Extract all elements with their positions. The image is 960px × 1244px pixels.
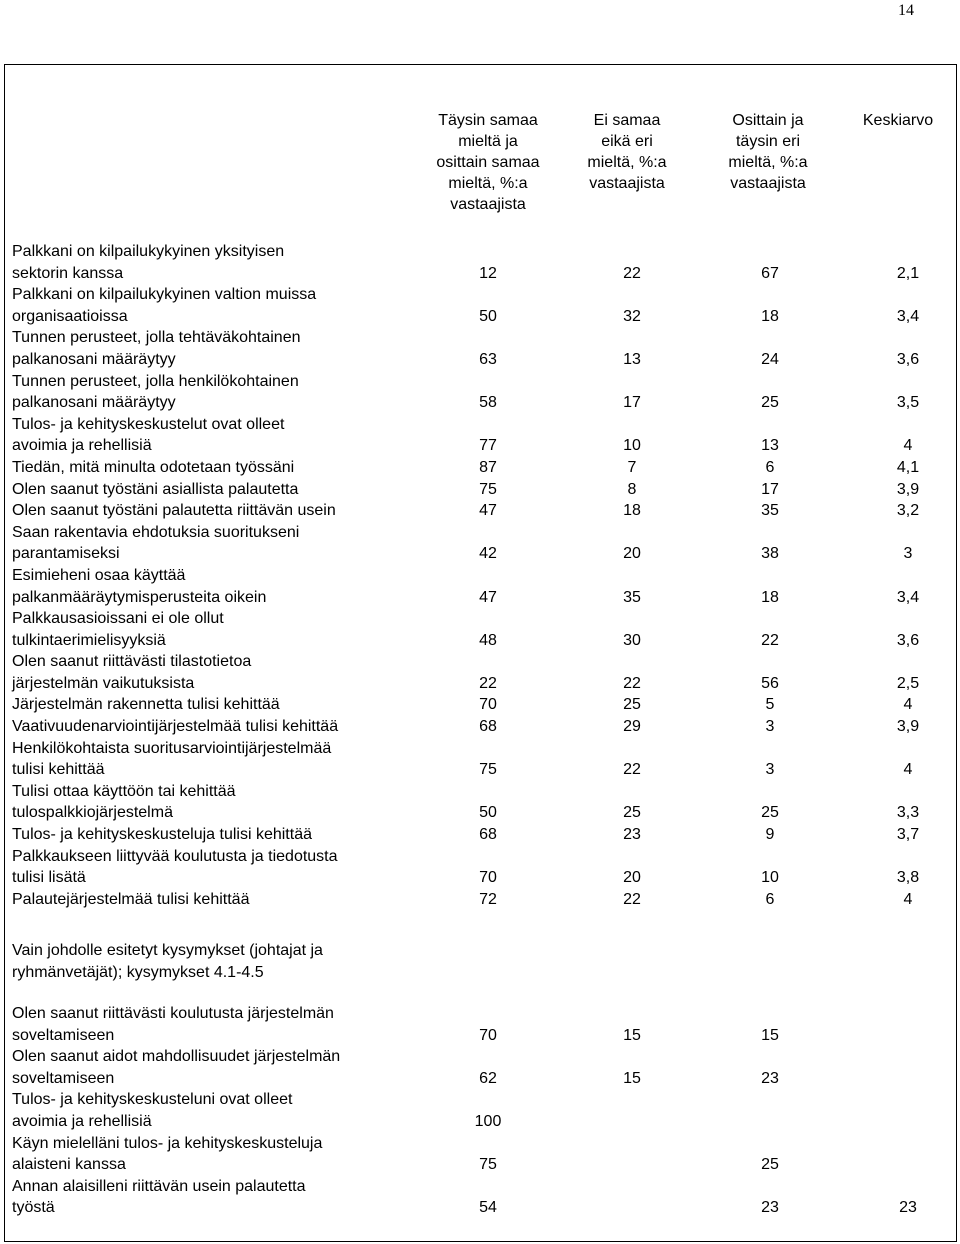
- row-value: 25: [623, 804, 641, 822]
- row-value: 58: [479, 394, 497, 412]
- table-row: [12, 738, 913, 781]
- row-value: 4,1: [896, 458, 920, 476]
- table-row: [12, 457, 920, 479]
- row-label: Palkkaukseen liittyvää koulutusta ja tiedotusta tulisi lisätä: [12, 847, 338, 887]
- row-value: 20: [623, 545, 641, 563]
- table-row: [12, 889, 913, 911]
- row-value: 87: [479, 458, 497, 476]
- section-managers-only: [12, 1003, 917, 1219]
- row-value: 32: [623, 307, 641, 325]
- row-label: Saan rakentavia ehdotuksia suoritukseni parantamiseksi: [12, 523, 300, 563]
- row-value: 3,6: [896, 631, 920, 649]
- row-value: 3,7: [896, 826, 920, 844]
- row-value: 70: [479, 696, 497, 714]
- row-value: 62: [479, 1069, 497, 1087]
- row-value: 75: [479, 1156, 497, 1174]
- row-label: Tiedän, mitä minulta odotetaan työssäni: [12, 458, 295, 476]
- row-value: 25: [761, 394, 779, 412]
- row-label: Tulos- ja kehityskeskusteluni ovat olleet avoimia ja rehellisiä: [12, 1091, 293, 1130]
- row-value: 4: [903, 696, 913, 714]
- row-label: Henkilökohtaista suoritusarviointijärjestelmää tulisi kehittää: [12, 739, 332, 779]
- row-value: 47: [479, 588, 497, 606]
- table-row: [12, 479, 920, 501]
- row-value: 63: [479, 350, 497, 368]
- row-value: 23: [623, 826, 641, 844]
- table-row: [12, 824, 920, 846]
- row-value: 23: [899, 1199, 917, 1217]
- table-row: [12, 1046, 779, 1089]
- row-value: 3,9: [896, 718, 920, 736]
- page-number: 14: [898, 2, 914, 19]
- row-value: 3,9: [896, 480, 920, 498]
- row-value: 4: [903, 437, 913, 455]
- row-label: Tunnen perusteet, jolla henkilökohtainen palkanosani määräytyy: [12, 372, 299, 412]
- table-row: [12, 1003, 779, 1046]
- row-value: 15: [623, 1026, 641, 1044]
- row-label: Tunnen perusteet, jolla tehtäväkohtainen palkanosani määräytyy: [12, 329, 301, 368]
- row-value: 5: [765, 696, 775, 714]
- row-value: 25: [761, 804, 779, 822]
- header-agree: Täysin samaa mieltä ja osittain samaa mieltä, %:a vastaajista: [436, 112, 540, 213]
- row-label: Tulisi ottaa käyttöön tai kehittää tulospalkkiojärjestelmä: [12, 782, 236, 822]
- row-label: Olen saanut riittävästi koulutusta järjestelmän soveltamiseen: [12, 1005, 334, 1044]
- row-value: 10: [623, 437, 641, 455]
- row-value: 18: [761, 307, 779, 325]
- header-disagree: Osittain ja täysin eri mieltä, %:a vastaajista: [728, 112, 808, 192]
- row-value: 22: [623, 674, 641, 692]
- row-value: 22: [623, 761, 641, 779]
- row-value: 15: [623, 1069, 641, 1087]
- row-value: 20: [623, 869, 641, 887]
- header-average: Keskiarvo: [862, 112, 934, 129]
- row-value: 38: [761, 545, 779, 563]
- row-label: Esimieheni osaa käyttää palkanmääräytymisperusteita oikein: [12, 566, 267, 606]
- row-value: 3: [765, 718, 775, 736]
- row-label: Palkkausasioissani ei ole ollut tulkintaerimielisyyksiä: [12, 610, 224, 649]
- table-row: [12, 1176, 917, 1219]
- row-value: 29: [623, 718, 641, 736]
- table-row: [12, 651, 920, 694]
- row-value: 12: [479, 264, 497, 282]
- row-value: 50: [479, 804, 497, 822]
- row-value: 24: [761, 350, 779, 368]
- table-row: [12, 241, 920, 284]
- row-value: 8: [627, 480, 637, 498]
- row-value: 75: [479, 480, 497, 498]
- row-label: Olen saanut työstäni asiallista palautetta: [12, 480, 299, 498]
- row-value: 68: [479, 718, 497, 736]
- row-label: Palkkani on kilpailukykyinen valtion muissa organisaatioissa: [12, 286, 317, 325]
- section-note: Vain johdolle esitetyt kysymykset (johtajat ja ryhmänvetäjät); kysymykset 4.1-4.5: [12, 942, 323, 981]
- row-value: 100: [474, 1112, 502, 1130]
- row-value: 3,5: [896, 394, 920, 412]
- row-value: 23: [761, 1069, 779, 1087]
- row-value: 22: [479, 674, 497, 692]
- row-value: 50: [479, 307, 497, 325]
- row-value: 48: [479, 631, 497, 649]
- row-value: 67: [761, 264, 779, 282]
- row-value: 9: [765, 826, 775, 844]
- row-value: 4: [903, 761, 913, 779]
- row-value: 3: [765, 761, 775, 779]
- table-row: [12, 565, 920, 608]
- table-row: [12, 694, 913, 716]
- row-value: 6: [765, 458, 775, 476]
- row-label: Käyn mielelläni tulos- ja kehityskeskusteluja alaisteni kanssa: [12, 1134, 323, 1174]
- row-label: Olen saanut riittävästi tilastotietoa järjestelmän vaikutuksista: [12, 653, 252, 692]
- table-row: [12, 522, 913, 565]
- table-row: [12, 327, 920, 370]
- row-label: Järjestelmän rakennetta tulisi kehittää: [12, 696, 280, 714]
- row-value: 35: [761, 502, 779, 520]
- table-row: [12, 284, 920, 327]
- row-value: 42: [479, 545, 497, 563]
- row-value: 10: [761, 869, 779, 887]
- row-label: Palkkani on kilpailukykyinen yksityisen sektorin kanssa: [12, 243, 285, 282]
- row-value: 3,3: [896, 804, 920, 822]
- row-value: 25: [761, 1156, 779, 1174]
- row-label: Vaativuudenarviointijärjestelmää tulisi kehittää: [12, 718, 339, 736]
- row-value: 72: [479, 890, 497, 908]
- row-value: 18: [623, 502, 641, 520]
- row-value: 70: [479, 869, 497, 887]
- row-value: 6: [765, 890, 775, 908]
- row-value: 13: [623, 350, 641, 368]
- row-value: 25: [623, 696, 641, 714]
- row-value: 15: [761, 1026, 779, 1044]
- row-label: Tulos- ja kehityskeskustelut ovat olleet avoimia ja rehellisiä: [12, 415, 285, 455]
- row-value: 70: [479, 1026, 497, 1044]
- row-label: Tulos- ja kehityskeskusteluja tulisi kehittää: [12, 826, 312, 844]
- row-value: 3,6: [896, 350, 920, 368]
- table-row: [12, 371, 920, 414]
- table-row: [12, 781, 920, 824]
- table-row: [12, 414, 913, 457]
- row-value: 3,8: [896, 869, 920, 887]
- row-value: 22: [623, 264, 641, 282]
- row-value: 68: [479, 826, 497, 844]
- row-value: 56: [761, 674, 779, 692]
- row-label: Olen saanut työstäni palautetta riittävän usein: [12, 502, 336, 520]
- row-value: 35: [623, 588, 641, 606]
- row-value: 3,4: [896, 307, 920, 325]
- row-value: 3,2: [896, 502, 920, 520]
- row-value: 77: [479, 437, 497, 455]
- row-value: 22: [761, 631, 779, 649]
- table-row: [12, 846, 920, 889]
- table-row: [12, 500, 920, 522]
- row-value: 47: [479, 502, 497, 520]
- row-value: 2,5: [896, 674, 920, 692]
- row-value: 23: [761, 1199, 779, 1217]
- row-value: 30: [623, 631, 641, 649]
- row-value: 3: [903, 545, 913, 563]
- table-row: [12, 608, 920, 651]
- table-row: [12, 716, 920, 738]
- row-value: 18: [761, 588, 779, 606]
- row-value: 7: [627, 458, 637, 476]
- table-row: [12, 1133, 779, 1176]
- row-value: 17: [623, 394, 641, 412]
- row-value: 22: [623, 890, 641, 908]
- row-value: 54: [479, 1199, 497, 1217]
- row-value: 17: [761, 480, 779, 498]
- section-all-respondents: [12, 241, 920, 910]
- row-value: 4: [903, 890, 913, 908]
- table-row: [12, 1089, 502, 1132]
- row-label: Annan alaisilleni riittävän usein palautetta työstä: [12, 1177, 306, 1217]
- row-value: 75: [479, 761, 497, 779]
- row-label: Palautejärjestelmää tulisi kehittää: [12, 890, 250, 908]
- header-neutral: Ei samaa eikä eri mieltä, %:a vastaajista: [587, 112, 667, 192]
- row-value: 13: [761, 437, 779, 455]
- row-value: 3,4: [896, 588, 920, 606]
- row-label: Olen saanut aidot mahdollisuudet järjestelmän soveltamiseen: [12, 1048, 341, 1087]
- row-value: 2,1: [896, 264, 920, 282]
